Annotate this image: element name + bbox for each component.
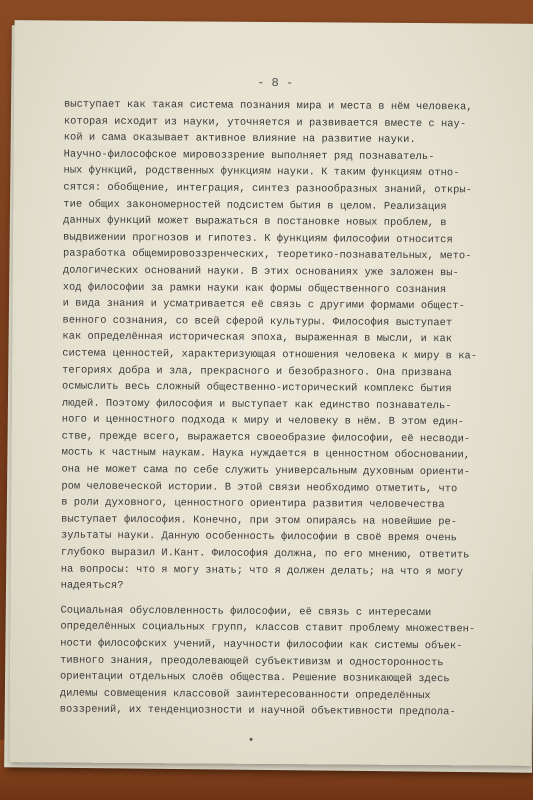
text-line: на вопросы: что я могу знать; что я должен делать; на что я могу <box>60 563 464 578</box>
page-number: - 8 - <box>257 75 294 91</box>
text-line: выступает философия. Конечно, при этом опираясь на новейшие ре- <box>61 513 458 529</box>
text-line: стве, прежде всего, выражается своеобразие философии, её несводи- <box>61 430 471 446</box>
text-line: ориентации отдельных слоёв общества. Решение возникающей здесь <box>59 670 450 686</box>
text-line: воззрений, их тенденциозности и научной объективности предпола- <box>59 703 456 719</box>
text-line: как определённая историческая эпоха, выраженная в мысли, и как <box>62 330 453 346</box>
text-line: тие общих закономерностей подсистем бытия в целом. Реализация <box>63 198 447 213</box>
text-line: Научно-философское мировоззрение выполняет ряд познаватель- <box>63 148 435 163</box>
body-text <box>60 97 524 722</box>
text-line: в роли духовного, ценностного ориентира развития человечества <box>61 496 445 512</box>
text-line: она не может сама по себе служить универсальным духовным ориенти- <box>61 463 471 479</box>
text-line: ного и ценностного подхода к миру и человеку в нём. В этом един- <box>61 413 465 429</box>
text-line: мость к частным наукам. Наука нуждается в ценностном обосновании, <box>61 446 471 462</box>
text-line: людей. Поэтому философия и выступает как единство познаватель- <box>61 397 452 412</box>
text-line: система ценностей, характеризующая отношения человека к миру в ка- <box>62 347 478 363</box>
text-line: дологических оснований науки. В этих основаниях уже заложен вы- <box>62 264 459 280</box>
text-line: выступает как такая система познания мира и места в нём человека, <box>63 98 473 114</box>
text-line: ход философии за рамки науки как формы общественного сознания <box>62 281 447 296</box>
text-line: зультаты науки. Данную особенность философии в своё время очень <box>60 529 458 545</box>
text-line: ром человеческой истории. В этой связи необходимо отметить, что <box>61 480 458 495</box>
text-line: кой и сама оказывает активное влияние на развитие науки. <box>63 131 416 147</box>
text-line: венного сознания, со всей сферой культуры. Философия выступает <box>62 314 453 329</box>
text-line: глубоко выразил И.Кант. Философия должна, по его мнению, ответить <box>60 546 470 562</box>
text-line: тивного знания, преодолевающей субъективизм и односторонность <box>60 654 444 669</box>
text-line: выдвижении прогнозов и гипотез. К функциям философии относится <box>63 231 453 247</box>
document-page <box>9 20 533 766</box>
text-line: надеяться? <box>60 579 124 593</box>
text-line: дилемы совмещения классовой заинтересованности определённых <box>59 687 431 702</box>
page-dot-mark <box>250 738 253 741</box>
text-line: тегориях добра и зла, прекрасного и безобразного. Она призвана <box>62 364 452 379</box>
text-line: определённых социальных групп, классов ставит проблему множествен- <box>60 620 476 636</box>
text-line: и вида знания и усматривается её связь с другими формами общест- <box>62 297 465 313</box>
text-line: ности философских учений, научности философии как системы объек- <box>60 637 463 653</box>
text-line: Социальная обусловленность философии, её связь с интересами <box>60 604 432 619</box>
text-line: ных функций, родственных функциям науки. К таким функциям отно- <box>63 164 460 180</box>
text-line: данных функций может выражаться в постановке новых проблем, в <box>63 214 447 230</box>
text-line: сятся: обобщение, интеграция, синтез разнообразных знаний, откры- <box>63 181 473 197</box>
text-line: разработка общемировоззренческих, теоретико-познавательных, мето- <box>62 247 472 263</box>
text-line: которая исходит из науки, уточняется и развивается вместе с нау- <box>63 115 467 130</box>
text-line: осмыслить весь сложный общественно-исторический комплекс бытия <box>61 380 452 396</box>
